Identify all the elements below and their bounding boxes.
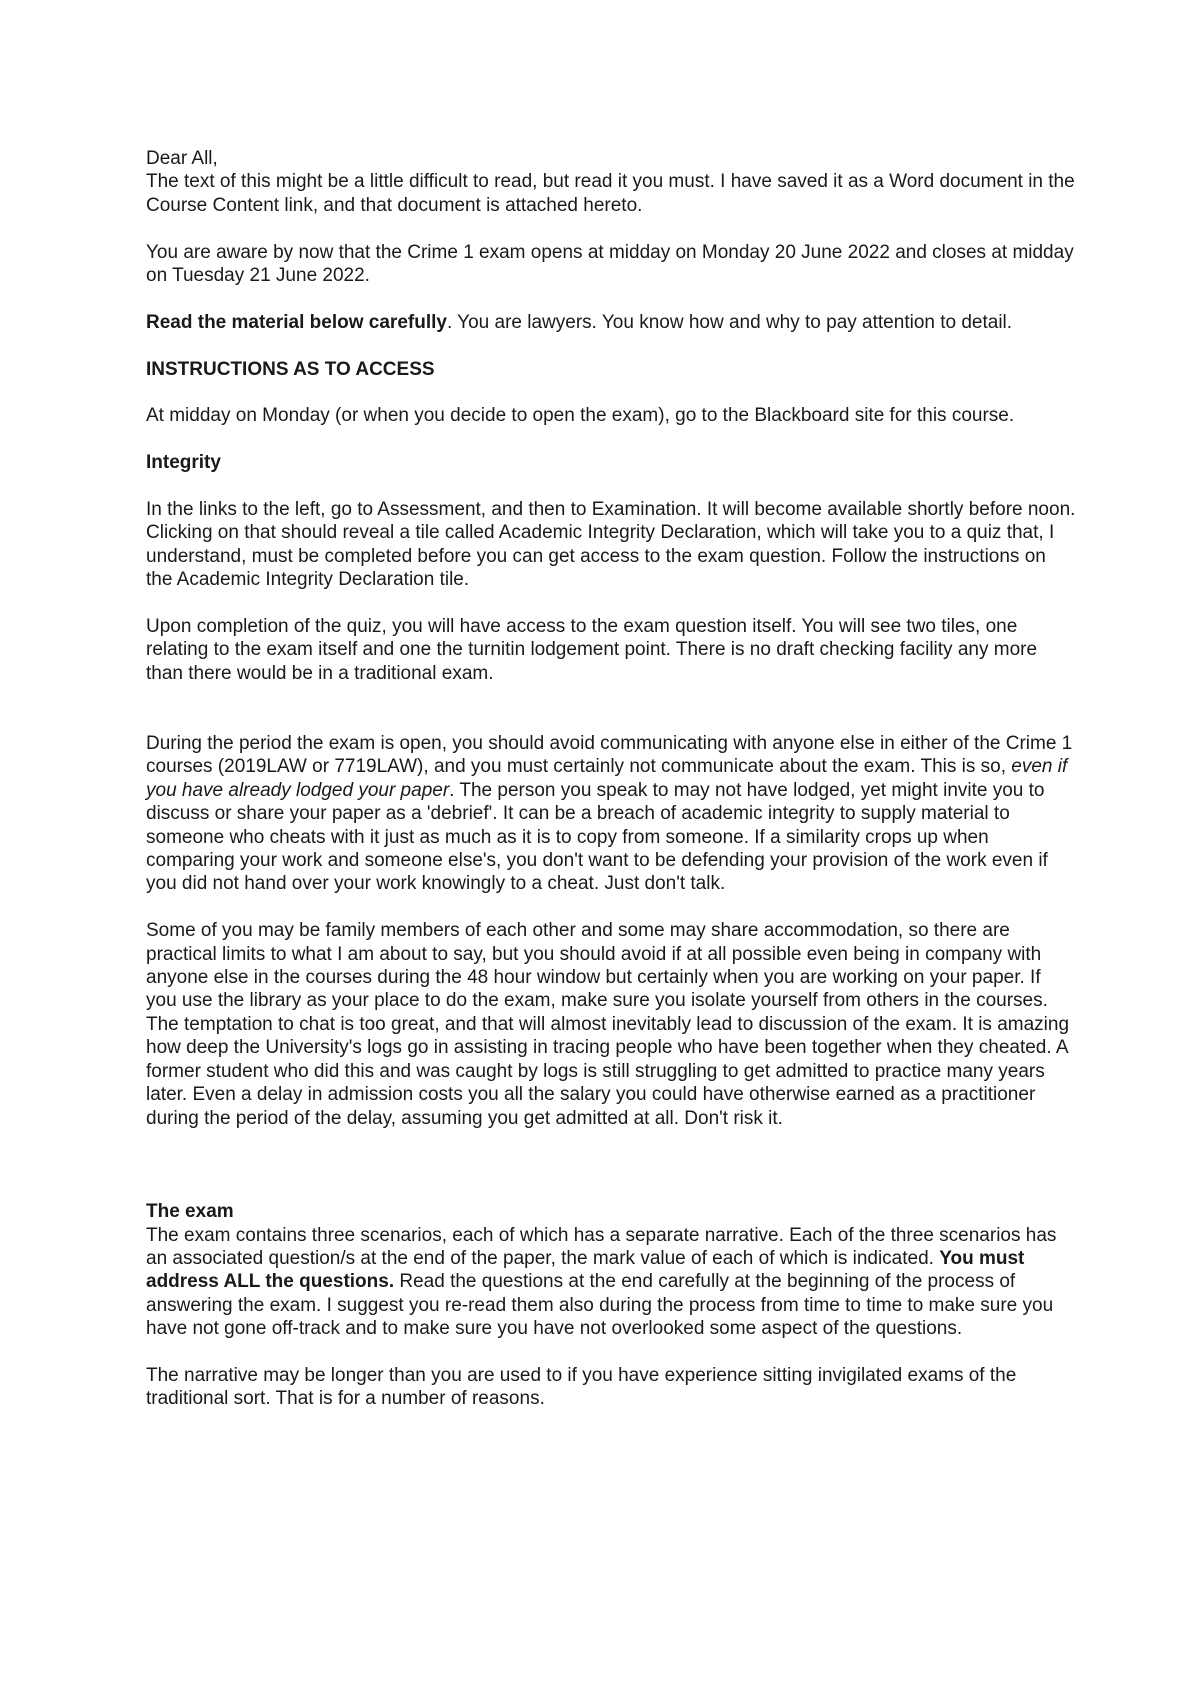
read-carefully-paragraph [146,311,1076,334]
narrative-paragraph: The narrative may be longer than you are used to if you have experience sitting invigilated exams of the traditional sort. That is for a number of reasons. [146,1364,1017,1410]
integrity-heading-text: Integrity [146,452,221,474]
letter-body [146,147,1076,1434]
read-carefully-rest: . You are lawyers. You know how and why to pay attention to detail. [446,311,1013,333]
integrity-paragraph-1: In the links to the left, go to Assessment, and then to Examination. It will become available shortly before noon. Clicking on that should reveal a tile called Academic Integrity Declaration, which will take you to a quiz that, I understand, must be completed before you can get access to the exam question. Follow the instructions on the Academic Integrity Declaration tile. [146,499,1076,591]
access-heading [146,358,1076,381]
integrity-paragraph-2: Upon completion of the quiz, you will have access to the exam question itself. You will see two tiles, one relating to the exam itself and one the turnitin lodgement point. There is no draft checking facility any more than there would be in a traditional exam. [146,616,1038,684]
exam-paragraph [146,1224,1076,1341]
exam-paragraph-bold: You must address ALL the questions. [146,1247,1025,1293]
intro-paragraph: The text of this might be a little difficult to read, but read it you must. I have saved it as a Word document in the Course Content link, and that document is attached hereto. [146,171,1075,216]
read-carefully-bold: Read the material below carefully [146,311,447,333]
communication-start: During the period the exam is open, you should avoid communicating with anyone else in either of the Crime 1 courses (2019LAW or 7719LAW), and you must certainly not communicate about the exam. This is so, [146,733,1073,778]
exam-heading-text: The exam [146,1201,234,1223]
access-heading-text: INSTRUCTIONS AS TO ACCESS [146,358,435,380]
communication-end: . The person you speak to may not have lodged, yet might invite you to discuss or share your paper as a 'debrief'. It can be a breach of academic integrity to supply material to someone who cheats with it just as much as it is to copy from someone. If a similarity crops up when comparing your work and someone else's, you don't want to be defending your provision of the work even if you did not hand over your work knowingly to a cheat. Just don't talk. [146,779,1048,895]
exam-dates-paragraph: You are aware by now that the Crime 1 exam opens at midday on Monday 20 June 2022 and closes at midday on Tuesday 21 June 2022. [146,241,1074,287]
integrity-heading [146,451,1076,474]
communication-paragraph [146,732,1076,896]
salutation: Dear All, [146,148,218,169]
family-paragraph: Some of you may be family members of each other and some may share accommodation, so there are practical limits to what I am about to say, but you should avoid if at all possible even being in company with anyone else in the courses during the 48 hour window but certainly when you are working on your paper. If you use the library as your place to do the exam, make sure you isolate yourself from others in the courses. The temptation to chat is too great, and that will almost inevitably lead to discussion of the exam. It is amazing how deep the University's logs go in assisting in tracing people who have been together when they cheated. A former student who did this and was caught by logs is still struggling to get admitted to practice many years later. Even a delay in admission costs you all the salary you could have otherwise earned as a practitioner during the period of the delay, assuming you get admitted at all. Don't risk it. [146,920,1070,1129]
communication-italic: even if you have already lodged your paper [146,756,1068,801]
exam-paragraph-end: Read the questions at the end carefully at the beginning of the process of answering the exam. I suggest you re-read them also during the process from time to time to make sure you have not gone off-track and to make sure you have not overlooked some aspect of the questions. [146,1271,1054,1340]
exam-heading [146,1200,1076,1223]
access-paragraph: At midday on Monday (or when you decide to open the exam), go to the Blackboard site for this course. [146,405,1015,427]
exam-paragraph-start: The exam contains three scenarios, each of which has a separate narrative. Each of the three scenarios has an associated question/s at the end of the paper, the mark value of each of which is indicated. [146,1224,1057,1269]
